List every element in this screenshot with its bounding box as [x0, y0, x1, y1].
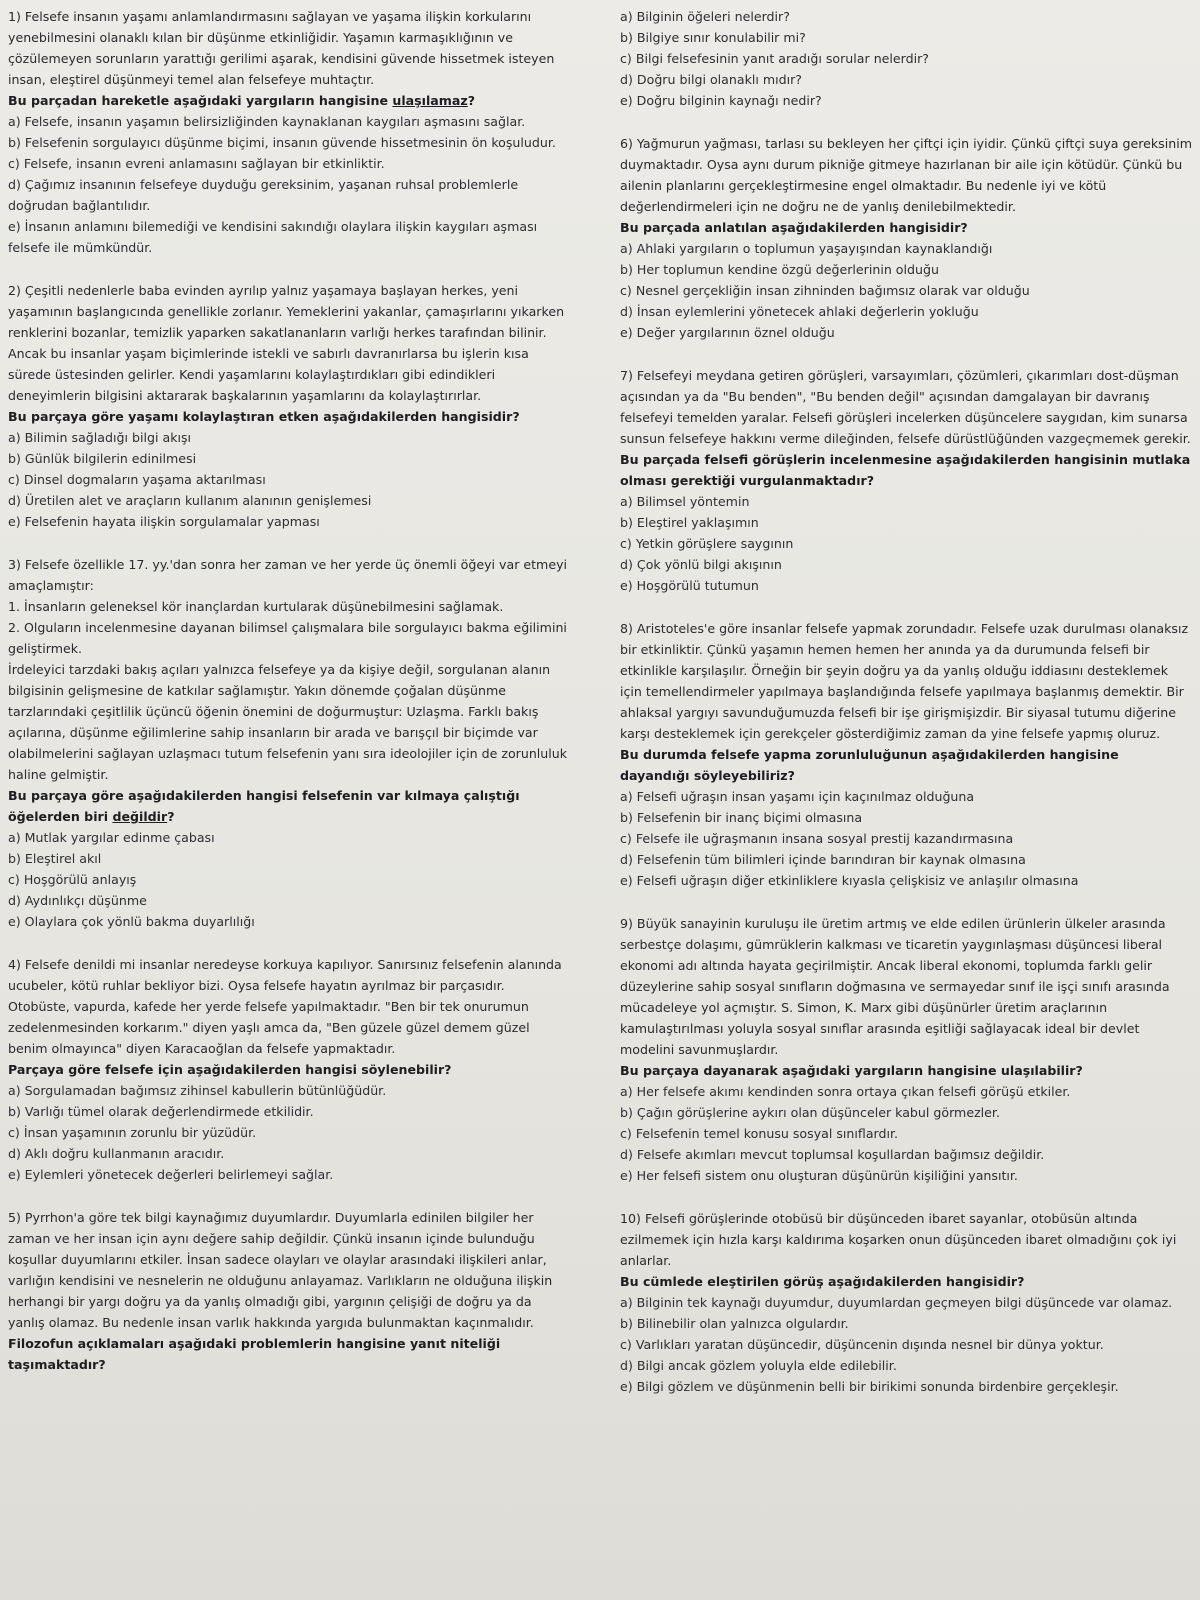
question-1-option-b[interactable]: b) Felsefenin sorgulayıcı düşünme biçimi, insanın güvende hissetmesinin ön koşuludur.	[8, 135, 556, 150]
question-6-option-e[interactable]: e) Değer yargılarının öznel olduğu	[620, 325, 835, 340]
question-4-stem: Parçaya göre felsefe için aşağıdakilerden hangisi söylenebilir?	[8, 1062, 452, 1077]
question-1-option-a[interactable]: a) Felsefe, insanın yaşamın belirsizliğinden kaynaklanan kaygıları aşmasını sağlar.	[8, 114, 526, 129]
question-5-option-c[interactable]: c) Bilgi felsefesinin yanıt aradığı sorular nelerdir?	[620, 51, 929, 66]
question-5-option-e[interactable]: e) Doğru bilginin kaynağı nedir?	[620, 93, 822, 108]
question-6-paragraph: 6) Yağmurun yağması, tarlası su bekleyen her çiftçi için iyidir. Çünkü çiftçi suya gereksinim duymaktadır. Oysa aynı durum pikniğe gitmeye hazırlanan bir aile için kötüdür. Çünkü bu ailenin planlarını gerçekleştirmesine engel olmaktadır. Bu nedenle iyi ve kötü değerlendirmeleri için ne doğru ne de yanlış denilebilmektedir.	[620, 136, 1192, 214]
question-1-option-e[interactable]: e) İnsanın anlamını bilemediği ve kendisini sakındığı olaylara ilişkin kaygıları aşması felsefe ile mümkündür.	[8, 219, 538, 255]
question-8-paragraph: 8) Aristoteles'e göre insanlar felsefe yapmak zorundadır. Felsefe uzak durulması olanaksız bir etkinliktir. Çünkü yaşamın hemen hemen her anında ya da durumunda felsefi bir etkinlikle karşılaşılır. Örneğin bir şeyin doğru ya da yanlış olduğu iddiasını desteklemek için temellendirmeler yapılmaya başlandığında felsefe yapılmaya başlanmış demektir. Bir ahlaksal yargıyı savunduğumuzda felsefi bir işe girişmişizdir. Bir siyasal tutumu diğerine karşı desteklemek için gerekçeler gösterdiğimiz zaman da yine felsefe yapmış oluruz.	[620, 621, 1189, 741]
question-3-option-a[interactable]: a) Mutlak yargılar edinme çabası	[8, 830, 215, 845]
question-1-option-c[interactable]: c) Felsefe, insanın evreni anlamasını sağlayan bir etkinliktir.	[8, 156, 385, 171]
question-2-paragraph: 2) Çeşitli nedenlerle baba evinden ayrılıp yalnız yaşamaya başlayan herkes, yeni yaşamının başlangıcında genellikle zorlanır. Yemeklerini yakanlar, çamaşırlarını yıkarken renklerini bozanlar, temizlik yaparken sakatlananların varlığı herkes tarafından bilinir. Ancak bu insanlar yaşam biçimlerinde istekli ve sabırlı davranırlarsa bu işlerin kısa sürede üstesinden gelirler. Kendi yaşamlarını kolaylaştırdıkları gibi edindikleri deneyimlerin bilgisini aktararak başkalarının yaşamlarını da kolaylaştırırlar.	[8, 283, 565, 403]
question-8-option-b[interactable]: b) Felsefenin bir inanç biçimi olmasına	[620, 810, 863, 825]
question-1	[8, 6, 568, 258]
question-7-option-d[interactable]: d) Çok yönlü bilgi akışının	[620, 557, 782, 572]
question-2	[8, 280, 568, 532]
question-7-stem: Bu parçada felsefi görüşlerin incelenmesine aşağıdakilerden hangisinin mutlaka olması gerektiği vurgulanmaktadır?	[620, 452, 1191, 488]
question-6-option-a[interactable]: a) Ahlaki yargıların o toplumun yaşayışından kaynaklandığı	[620, 241, 993, 256]
question-6-option-c[interactable]: c) Nesnel gerçekliğin insan zihninden bağımsız olarak var olduğu	[620, 283, 1030, 298]
question-3-stem-end: ?	[167, 809, 175, 824]
question-9-option-c[interactable]: c) Felsefenin temel konusu sosyal sınıflardır.	[620, 1126, 899, 1141]
question-9	[620, 913, 1192, 1186]
question-6-stem: Bu parçada anlatılan aşağıdakilerden hangisidir?	[620, 220, 968, 235]
question-1-paragraph: 1) Felsefe insanın yaşamı anlamlandırmasını sağlayan ve yaşama ilişkin korkularını yenebilmesini olanaklı kılan bir düşünme etkinliğidir. Yaşamın karmaşıklığının ve çözülemeyen sorunların yarattığı gerilimi aşarak, kendisini güvende hissetmek isteyen insan, eleştirel düşünmeyi temel alan felsefeye muhtaçtır.	[8, 9, 555, 87]
question-5-stem: Filozofun açıklamaları aşağıdaki problemlerin hangisine yanıt niteliği taşımaktadır?	[8, 1336, 501, 1372]
right-column	[620, 6, 1192, 1419]
question-8-option-d[interactable]: d) Felsefenin tüm bilimleri içinde barındıran bir kaynak olmasına	[620, 852, 1026, 867]
question-3-option-e[interactable]: e) Olaylara çok yönlü bakma duyarlılığı	[8, 914, 255, 929]
question-6	[620, 133, 1192, 343]
question-2-option-d[interactable]: d) Üretilen alet ve araçların kullanım alanının genişlemesi	[8, 493, 372, 508]
question-8	[620, 618, 1192, 891]
question-10-option-a[interactable]: a) Bilginin tek kaynağı duyumdur, duyumlardan geçmeyen bilgi düşüncede var olamaz.	[620, 1295, 1173, 1310]
question-3-item-1: 1. İnsanların geleneksel kör inançlardan kurtularak düşünebilmesini sağlamak.	[8, 599, 504, 614]
question-5-options	[620, 6, 1192, 111]
question-10-option-b[interactable]: b) Bilinebilir olan yalnızca olgulardır.	[620, 1316, 849, 1331]
question-5-option-d[interactable]: d) Doğru bilgi olanaklı mıdır?	[620, 72, 802, 87]
question-9-option-e[interactable]: e) Her felsefi sistem onu oluşturan düşünürün kişiliğini yansıtır.	[620, 1168, 1018, 1183]
question-9-paragraph: 9) Büyük sanayinin kuruluşu ile üretim artmış ve elde edilen ürünlerin ülkeler arasında serbestçe dolaşımı, gümrüklerin kalkması ve ticaretin yaygınlaşması düşüncesi liberal ekonomi adı altında hayata geçirilmiştir. Ancak liberal ekonomi, toplumda farklı gelir düzeylerine sahip sosyal sınıfların doğmasına ve sermayedar sınıf ile işçi sınıfı arasında mücadeleye yol açmıştır. S. Simon, K. Marx gibi düşünürler üretim araçlarının kamulaştırılması yoluyla sosyal sınıflar arasında eşitliği sağlayacak ideal bir devlet modelini savunmuşlardır.	[620, 916, 1170, 1057]
question-3-item-2: 2. Olguların incelenmesine dayanan bilimsel çalışmalara bile sorgulayıcı bakma eğilimini geliştirmek.	[8, 620, 567, 656]
question-1-stem	[8, 90, 568, 111]
question-8-stem: Bu durumda felsefe yapma zorunluluğunun aşağıdakilerden hangisine dayandığı söyleyebiliriz?	[620, 747, 1119, 783]
question-4-option-e[interactable]: e) Eylemleri yönetecek değerleri belirlemeyi sağlar.	[8, 1167, 334, 1182]
question-3-stem-emphasis: değildir	[112, 809, 168, 824]
question-2-option-a[interactable]: a) Bilimin sağladığı bilgi akışı	[8, 430, 192, 445]
question-7-option-e[interactable]: e) Hoşgörülü tutumun	[620, 578, 759, 593]
question-3-item-3: İrdeleyici tarzdaki bakış açıları yalnızca felsefeye ya da kişiye değil, sorgulanan alanın bilgisinin gelişmesine de katkılar sağlamıştır. Yakın dönemde çoğalan düşünme tarzlarındaki çeşitlilik üçüncü öğenin önemini de doğurmuştur: Uzlaşma. Farklı bakış açılarına, düşünme eğilimlerine sahip insanların bir arada ve barışçıl bir biçimde var olabilmelerini sağlayan uzlaşmacı tutum felsefenin yanı sıra ideolojiler için de zorunluluk haline gelmiştir.	[8, 662, 568, 782]
question-1-stem-emphasis: ulaşılamaz	[392, 93, 468, 108]
question-8-option-a[interactable]: a) Felsefi uğraşın insan yaşamı için kaçınılmaz olduğuna	[620, 789, 975, 804]
question-6-option-d[interactable]: d) İnsan eylemlerini yönetecek ahlaki değerlerin yokluğu	[620, 304, 979, 319]
question-5-paragraph: 5) Pyrrhon'a göre tek bilgi kaynağımız duyumlardır. Duyumlarla edinilen bilgiler her zaman ve her insan için aynı değere sahip değildir. Çünkü insanın içinde bulunduğu koşullar duyumlarını etkiler. İnsan sadece olayları ve olaylar arasındaki ilişkileri anlar, varlığın kendisini ve nesnelerin ne olduğunu anlayamaz. Varlıkların ne olduğuna ilişkin herhangi bir yargı doğru ya da yanlış olmadığı gibi, yargının çelişiği de doğru ya da yanlış olamaz. Bu nedenle insan varlık hakkında yargıda bulunmaktan kaçınmalıdır.	[8, 1210, 553, 1330]
question-2-option-e[interactable]: e) Felsefenin hayata ilişkin sorgulamalar yapması	[8, 514, 320, 529]
question-9-option-b[interactable]: b) Çağın görüşlerine aykırı olan düşünceler kabul görmezler.	[620, 1105, 1000, 1120]
question-10-stem: Bu cümlede eleştirilen görüş aşağıdakilerden hangisidir?	[620, 1274, 1025, 1289]
question-3-option-c[interactable]: c) Hoşgörülü anlayış	[8, 872, 137, 887]
question-9-option-d[interactable]: d) Felsefe akımları mevcut toplumsal koşullardan bağımsız değildir.	[620, 1147, 1045, 1162]
question-4-option-b[interactable]: b) Varlığı tümel olarak değerlendirmede etkilidir.	[8, 1104, 314, 1119]
question-1-stem-text: Bu parçadan hareketle aşağıdaki yargıların hangisine	[8, 93, 393, 108]
question-1-option-d[interactable]: d) Çağımız insanının felsefeye duyduğu gereksinim, yaşanan ruhsal problemlerle doğrudan bağlantılıdır.	[8, 177, 519, 213]
question-10-paragraph: 10) Felsefi görüşlerinde otobüsü bir düşünceden ibaret sayanlar, otobüsün altında ezilmemek için hızla karşı kaldırıma koşarken onun düşünceden ibaret olmadığını çok iyi anlarlar.	[620, 1211, 1177, 1268]
question-4-option-d[interactable]: d) Aklı doğru kullanmanın aracıdır.	[8, 1146, 225, 1161]
question-9-stem: Bu parçaya dayanarak aşağıdaki yargıların hangisine ulaşılabilir?	[620, 1063, 1083, 1078]
question-7	[620, 365, 1192, 596]
question-5-option-a[interactable]: a) Bilginin öğeleri nelerdir?	[620, 9, 790, 24]
question-7-option-b[interactable]: b) Eleştirel yaklaşımın	[620, 515, 759, 530]
question-3-stem	[8, 785, 568, 827]
question-6-option-b[interactable]: b) Her toplumun kendine özgü değerlerinin olduğu	[620, 262, 939, 277]
question-10-option-e[interactable]: e) Bilgi gözlem ve düşünmenin belli bir birikimi sonunda birdenbire gerçekleşir.	[620, 1379, 1119, 1394]
question-2-stem: Bu parçaya göre yaşamı kolaylaştıran etken aşağıdakilerden hangisidir?	[8, 409, 520, 424]
question-4	[8, 954, 568, 1185]
question-3-option-b[interactable]: b) Eleştirel akıl	[8, 851, 102, 866]
question-10	[620, 1208, 1192, 1397]
question-3	[8, 554, 568, 932]
question-3-option-d[interactable]: d) Aydınlıkçı düşünme	[8, 893, 147, 908]
question-2-option-b[interactable]: b) Günlük bilgilerin edinilmesi	[8, 451, 197, 466]
question-9-option-a[interactable]: a) Her felsefe akımı kendinden sonra ortaya çıkan felsefi görüşü etkiler.	[620, 1084, 1071, 1099]
question-10-option-d[interactable]: d) Bilgi ancak gözlem yoluyla elde edilebilir.	[620, 1358, 897, 1373]
question-3-paragraph: 3) Felsefe özellikle 17. yy.'dan sonra her zaman ve her yerde üç önemli öğeyi var etmeyi amaçlamıştır:	[8, 557, 568, 593]
question-7-paragraph: 7) Felsefeyi meydana getiren görüşleri, varsayımları, çözümleri, çıkarımları dost-düşman açısından ya da "Bu benden", "Bu benden değil" açısından damgalayan bir davranış felsefeyi temelden yaralar. Felsefi görüşleri incelerken düşüncelere saygıdan, kim sunarsa sunsun felsefeye hakkını verme dileğinden, felsefe dürüstlüğünden vazgeçmemek gerekir.	[620, 368, 1191, 446]
question-8-option-e[interactable]: e) Felsefi uğraşın diğer etkinliklere kıyasla çelişkisiz ve anlaşılır olmasına	[620, 873, 1079, 888]
question-2-option-c[interactable]: c) Dinsel dogmaların yaşama aktarılması	[8, 472, 266, 487]
question-4-paragraph: 4) Felsefe denildi mi insanlar neredeyse korkuya kapılıyor. Sanırsınız felsefenin alanında ucubeler, kötü ruhlar bekliyor bizi. Oysa felsefe hayatın ayrılmaz bir parçasıdır. Otobüste, vapurda, kafede her yerde felsefe yapılmaktadır. "Ben bir tek onurumun zedelenmesinden korkarım." diyen yaşlı amca da, "Ben güzele güzel demem güzel benim olmayınca" diyen Karacaoğlan da felsefe yapmaktadır.	[8, 957, 562, 1056]
question-7-option-c[interactable]: c) Yetkin görüşlere saygının	[620, 536, 794, 551]
question-10-option-c[interactable]: c) Varlıkları yaratan düşüncedir, düşüncenin dışında nesnel bir dünya yoktur.	[620, 1337, 1104, 1352]
question-4-option-a[interactable]: a) Sorgulamadan bağımsız zihinsel kabullerin bütünlüğüdür.	[8, 1083, 387, 1098]
question-7-option-a[interactable]: a) Bilimsel yöntemin	[620, 494, 750, 509]
question-3-stem-text: Bu parçaya göre aşağıdakilerden hangisi felsefenin var kılmaya çalıştığı öğelerden biri	[8, 788, 520, 824]
left-column	[8, 6, 568, 1397]
question-5	[8, 1207, 568, 1375]
question-4-option-c[interactable]: c) İnsan yaşamının zorunlu bir yüzüdür.	[8, 1125, 257, 1140]
question-1-stem-end: ?	[467, 93, 476, 108]
question-8-option-c[interactable]: c) Felsefe ile uğraşmanın insana sosyal prestij kazandırmasına	[620, 831, 1014, 846]
question-5-option-b[interactable]: b) Bilgiye sınır konulabilir mi?	[620, 30, 806, 45]
